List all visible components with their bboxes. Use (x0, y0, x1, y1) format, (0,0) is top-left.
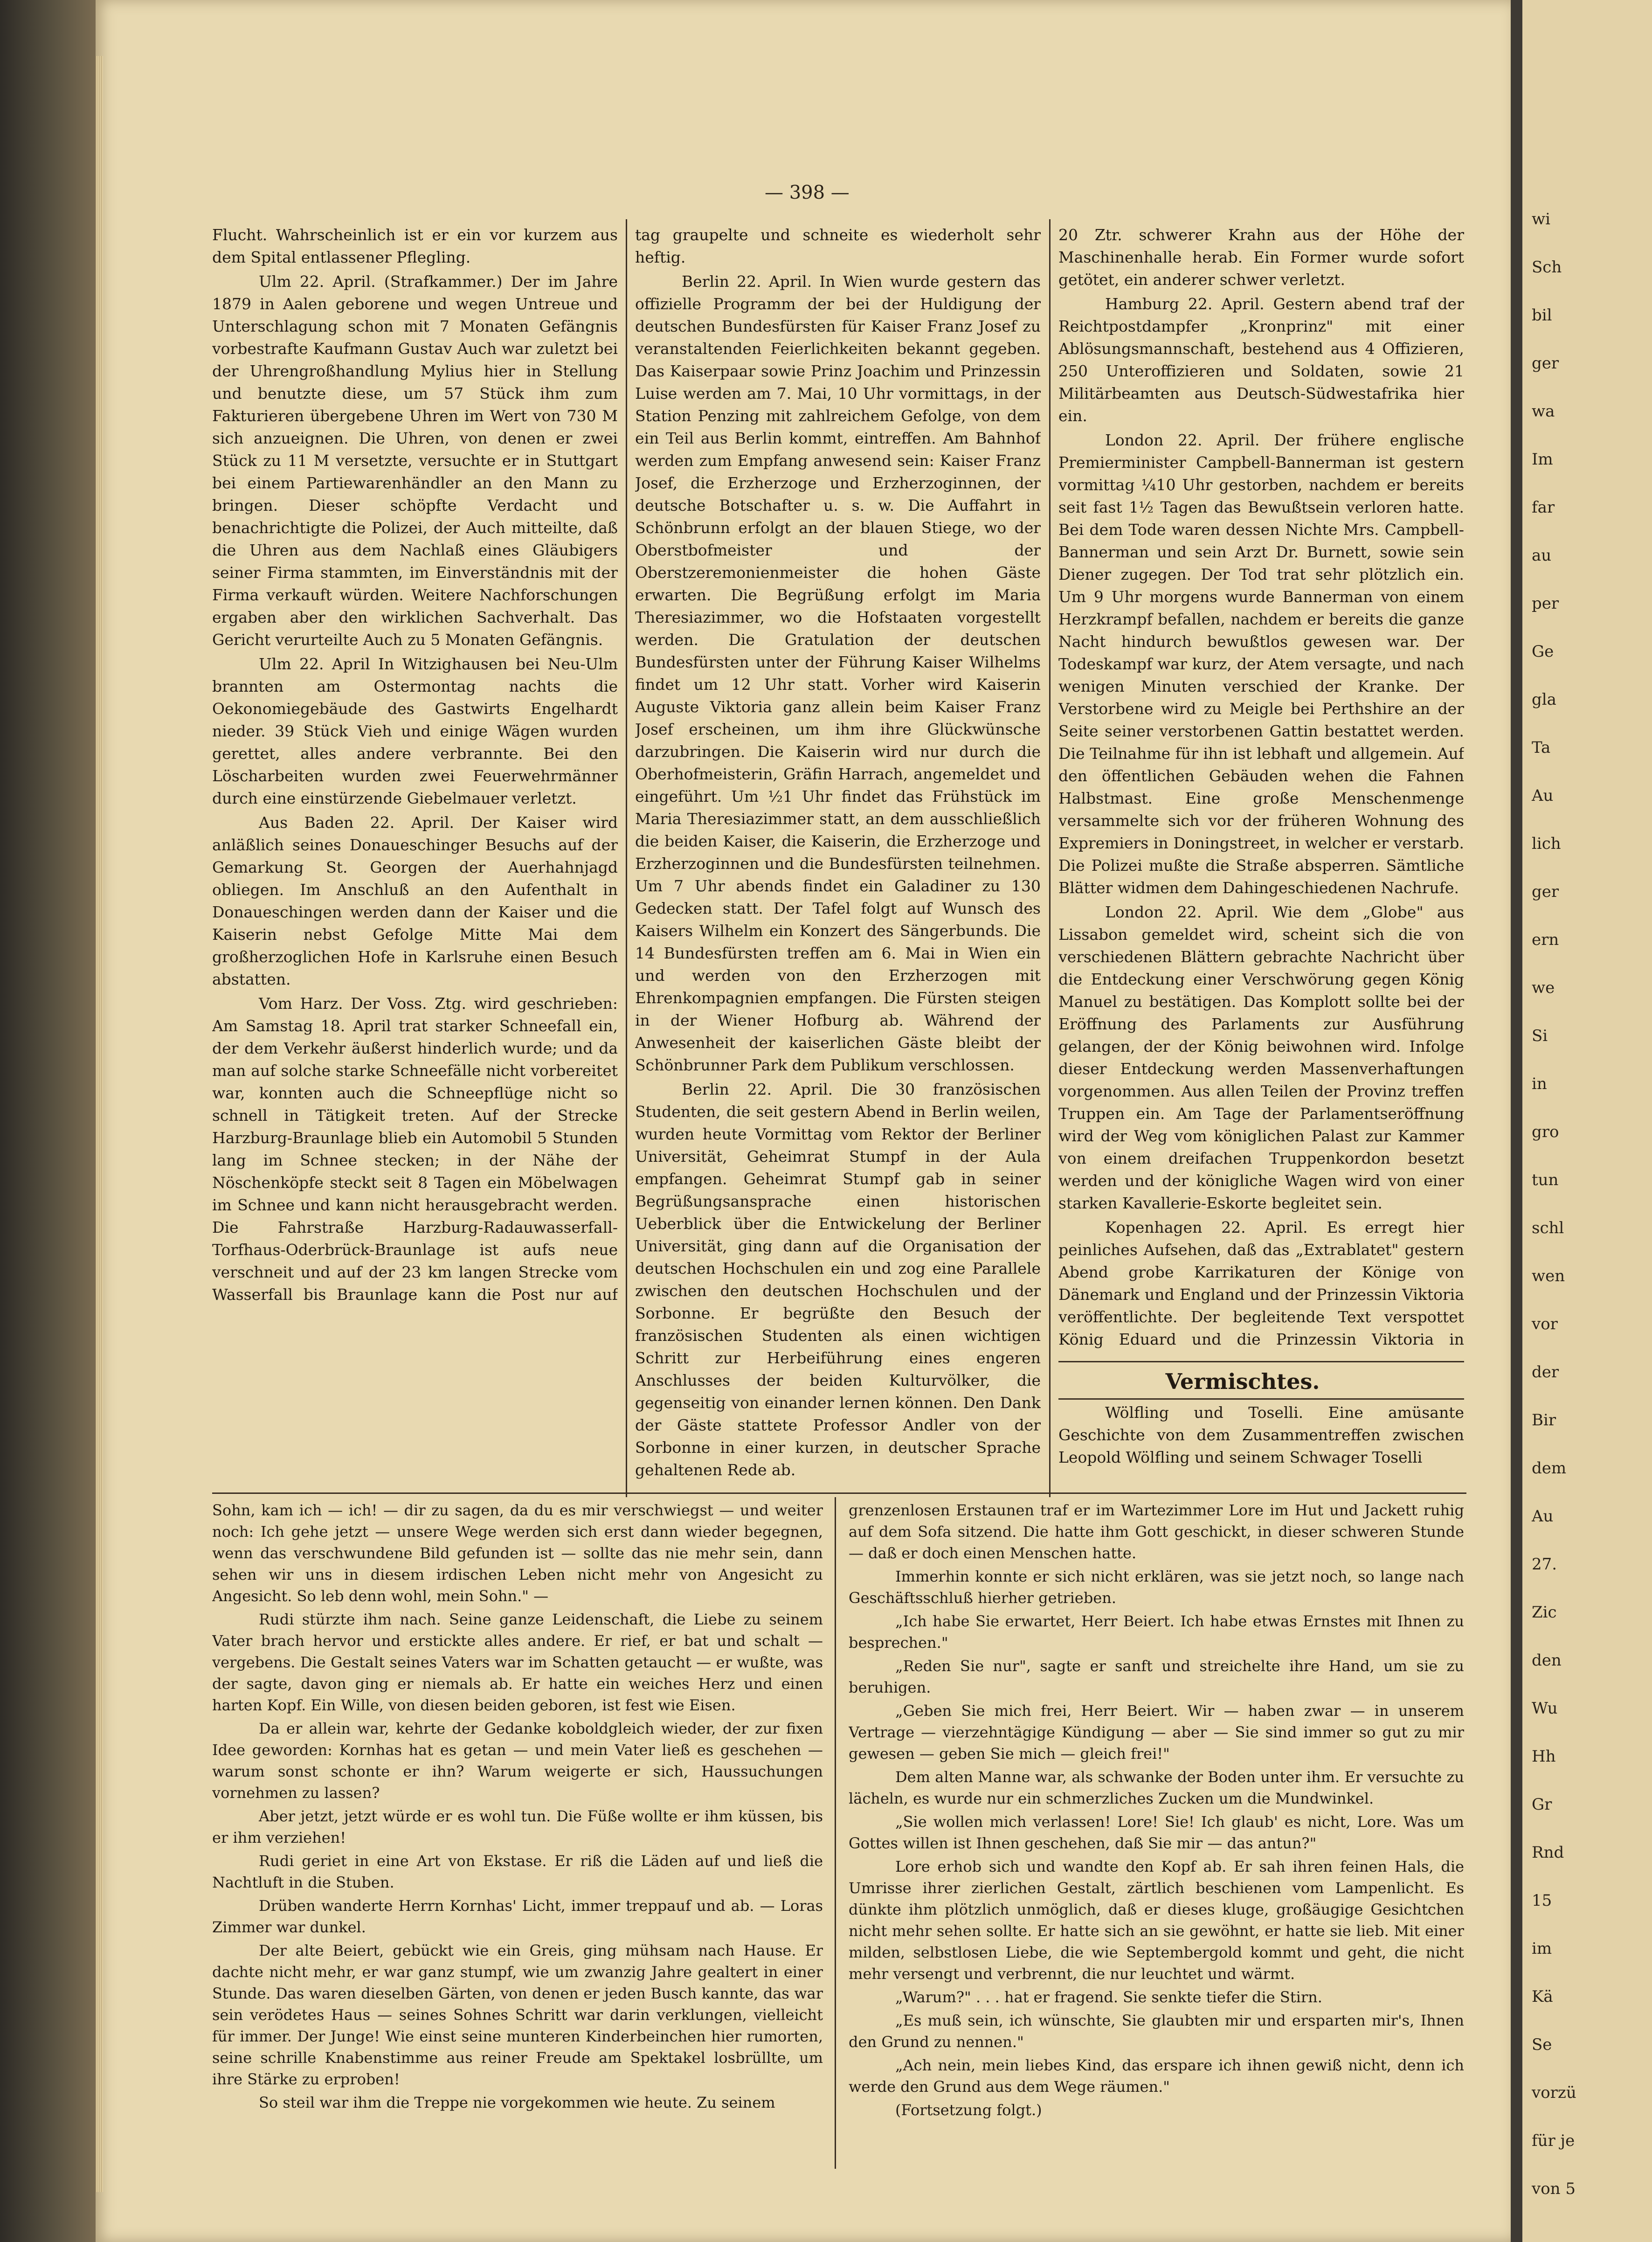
article-paragraph: Rudi geriet in eine Art von Ekstase. Er riß die Läden auf und ließ die Nachtluft in die Stuben. (212, 1852, 823, 1891)
article-paragraph: Berlin 22. April. In Wien wurde gestern das offizielle Programm der bei der Huldigung der deutschen Bundesfürsten für Kaiser Franz Josef zu veranstaltenden Feierlichkeiten bekannt gegeben. Das Kaiserpaar sowie Prinz Joachim und Prinzessin Luise werden am 7. Mai, 10 Uhr vormittags, in der Station Penzing mit zahlreichem Gefolge, von dem ein Teil aus Berlin kommt, eintreffen. Am Bahnhof werden zum Empfang anwesend sein: Kaiser Franz Josef, die Erzherzoge und Erzherzoginnen, der deutsche Botschafter u. s. w. Die Auffahrt in Schönbrunn erfolgt an der blauen Stiege, wo der Oberstbofmeister und der Oberstzeremonienmeister die hohen Gäste erwarten. Die Begrüßung erfolgt im Maria Theresiazimmer, wo die Hofstaaten vorgestellt werden. Die Gratulation der deutschen Bundesfürsten unter der Führung Kaiser Wilhelms findet um 12 Uhr statt. Vorher wird Kaiserin Auguste Viktoria ganz allein beim Kaiser Franz Josef erscheinen, um ihm ihre Glückwünsche darzubringen. Die Kaiserin wird nur durch die Oberhofmeisterin, Gräfin Harrach, angemeldet und eingeführt. Um ½1 Uhr findet das Frühstück im Maria Theresiazimmer statt, an dem ausschließlich die beiden Kaiser, die Kaiserin, die Erzherzoge und Erzherzoginnen und die Bundesfürsten teilnehmen. Um 7 Uhr abends findet ein Galadiner zu 130 Gedecken statt. Der Tafel folgt auf Wunsch des Kaisers Wilhelm ein Konzert des Sängerbunds. Die 14 Bundesfürsten treffen am 6. Mai in Wien ein und werden von den Erzherzogen mit Ehrenkompagnien empfangen. Die Fürsten steigen in der Wiener Hofburg ab. Während der Anwesenheit der kaiserlichen Gäste bleibt der Schönbrunner Park dem Publikum verschlossen. (635, 272, 1041, 1074)
article-paragraph: Hamburg 22. April. Gestern abend traf der Reichtpostdampfer „Kronprinz" mit einer Ablösungsmannschaft, bestehend aus 4 Offizieren, 250 Unteroffizieren und Soldaten, sowie 21 Militärbeamten aus Deutsch-Südwestafrika hier ein. (1058, 295, 1464, 425)
feuilleton-left (212, 1499, 823, 2162)
fragment-text: der (1532, 1363, 1559, 1381)
fragment-text: Gr (1532, 1795, 1552, 1814)
news-column-1 (212, 224, 618, 1306)
column-rule (626, 219, 627, 1497)
fragment-text: wa (1532, 402, 1555, 421)
fragment-text: ern (1532, 930, 1559, 949)
fragment-text: 15 (1532, 1891, 1552, 1910)
fragment-text: Au (1532, 786, 1554, 805)
fragment-text: Bir (1532, 1411, 1556, 1430)
fragment-text: in (1532, 1075, 1547, 1093)
article-paragraph: Sohn, kam ich — ich! — dir zu sagen, da du es mir verschwiegst — und weiter noch: Ich gehe jetzt — unsere Wege werden sich erst dann wieder begegnen, wenn das verschwundene Bild gefunden ist — sollte das nie mehr sein, dann sehen wir uns in diesem irdischen Leben nicht mehr von Angesicht zu Angesicht. So leb denn wohl, mein Sohn." — (212, 1501, 823, 1605)
fragment-text: den (1532, 1651, 1562, 1670)
article-paragraph: Vom Harz. Der Voss. Ztg. wird geschrieben: Am Samstag 18. April trat starker Schneefall ein, der dem Verkehr äußerst hinderlich wurde; und da man auf solche starke Schneefälle nicht vorbereitet war, konnten auch die Schneepflüge nicht so schnell in Tätigkeit treten. Auf der Strecke Harzburg-Braunlage blieb ein Automobil 5 Stunden lang im Schnee stecken; in der Nähe der Nöschenköpfe steckt seit 8 Tagen ein Möbelwagen im Schnee und kann nicht herausgebracht werden. Die Fahrstraße Harzburg-Radauwasserfall-Torfhaus-Oderbrück-Braunlage ist aufs neue verschneit und auf der 23 km langen Strecke vom Wasserfall bis Braunlage kann die Post nur auf (212, 994, 618, 1304)
fragment-text: im (1532, 1939, 1552, 1958)
fragment-text: Zic (1532, 1603, 1557, 1622)
fragment-text: Rnd (1532, 1843, 1564, 1862)
article-paragraph: Rudi stürzte ihm nach. Seine ganze Leidenschaft, die Liebe zu seinem Vater brach hervor und erstickte alles andere. Er rief, er bat und schalt — vergebens. Die Gestalt seines Vaters war im Schatten getaucht — er wußte, was der sagte, davon ging er niemals ab. Er hatte ein weiches Herz und einen harten Kopf. Ein Wille, von diesen beiden geboren, ist fest wie Eisen. (212, 1610, 823, 1714)
fragment-text: Wu (1532, 1699, 1558, 1718)
article-paragraph: Berlin 22. April. Die 30 französischen Studenten, die seit gestern Abend in Berlin weilen, wurden heute Vormittag vom Rektor der Berliner Universität, Geheimrat Stumpf in der Aula empfangen. Geheimrat Stumpf gab in seiner Begrüßungsansprache einen historischen Ueberblick über die Entwickelung der Berliner Universität, ging dann auf die Organisation der deutschen Hochschulen ein und zog eine Parallele zwischen den deutschen Hochschulen und der Sorbonne. Er begrüßte den Besuch der französischen Studenten als einen wichtigen Schritt zur Herbeiführung eines engeren Anschlusses der beiden Kulturvölker, die gegenseitig von einander lernen können. Den Dank der Gäste stattete Professor Andler von der Sorbonne in einer kurzen, in deutscher Sprache gehaltenen Rede ab. (635, 1080, 1041, 1479)
fragment-text: dem (1532, 1459, 1567, 1478)
fragment-text: Kä (1532, 1987, 1553, 2006)
article-paragraph: Aber jetzt, jetzt würde er es wohl tun. Die Füße wollte er ihm küssen, bis er ihm verziehen! (212, 1807, 823, 1846)
vermischtes-heading: Vermischtes. (1165, 1369, 1320, 1394)
column-rule (1049, 219, 1051, 1497)
fragment-text: wi (1532, 210, 1550, 229)
article-paragraph: Flucht. Wahrscheinlich ist er ein vor kurzem aus dem Spital entlassener Pflegling. (212, 226, 618, 266)
article-paragraph: grenzenlosen Erstaunen traf er im Wartezimmer Lore im Hut und Jackett ruhig auf dem Sofa sitzend. Die hatte ihm Gott geschickt, in dieser schweren Stunde — daß er doch einen Menschen hatte. (849, 1501, 1464, 1562)
article-paragraph: London 22. April. Der frühere englische Premierminister Campbell-Bannerman ist gestern vormittag ¼10 Uhr gestorben, nachdem er bereits seit fast 1½ Tagen das Bewußtsein verloren hatte. Bei dem Tode waren dessen Nichte Mrs. Campbell-Bannerman und sein Arzt Dr. Burnett, sowie sein Diener zugegen. Der Tod trat sehr plötzlich ein. Um 9 Uhr morgens wurde Bannerman von einem Herzkrampf befallen, nachdem er bereits die ganze Nacht hindurch bewußtlos gewesen war. Der Todeskampf war kurz, der Atem versagte, und nach wenigen Minuten verschied der Kranke. Der Verstorbene wird zu Meigle bei Perthshire an der Seite seiner verstorbenen Gattin bestattet werden. Die Teilnahme für ihn ist lebhaft und allgemein. Auf den öffentlichen Gebäuden wehen die Fahnen Halbstmast. Eine große Menschenmenge versammelte sich vor der früheren Wohnung des Expremiers in Doningstreet, in welcher er verstarb. Die Polizei mußte die Straße absperren. Sämtliche Blätter widmen dem Dahingeschiedenen Nachrufe. (1058, 431, 1464, 897)
page-edges (96, 56, 103, 2192)
article-paragraph: Der alte Beiert, gebückt wie ein Greis, ging mühsam nach Hause. Er dachte nicht mehr, er war ganz stumpf, wie um zwanzig Jahre gealtert in einer Stunde. Das waren dieselben Gärten, von denen er jeden Busch kannte, das war sein verödetes Haus — seines Sohnes Schritt war darin verklungen, vielleicht für immer. Der Junge! Wie einst seine munteren Kinderbeinchen hier rumorten, seine schrille Knabenstimme aus reiner Freude am Spektakel losbrüllte, um ihre Stärke zu erproben! (212, 1942, 823, 2088)
news-column-3 (1058, 224, 1464, 1353)
article-paragraph: „Ich habe Sie erwartet, Herr Beiert. Ich habe etwas Ernstes mit Ihnen zu besprechen." (849, 1612, 1464, 1652)
article-paragraph: (Fortsetzung folgt.) (895, 2101, 1042, 2119)
fragment-text: lich (1532, 834, 1561, 853)
article-paragraph: „Sie wollen mich verlassen! Lore! Sie! Ich glaub' es nicht, Lore. Was um Gottes willen ist Ihnen geschehen, daß Sie mir — das antun?" (849, 1813, 1464, 1852)
article-paragraph: Kopenhagen 22. April. Es erregt hier peinliches Aufsehen, daß das „Extrablatet" gestern Abend grobe Karrikaturen der Könige von Dänemark und England und der Prinzessin Viktoria veröffentlichte. Der begleitende Text verspottet König Eduard und die Prinzessin Viktoria in (1058, 1218, 1464, 1348)
fragment-text: schl (1532, 1219, 1564, 1237)
article-paragraph: tag graupelte und schneite es wiederholt sehr heftig. (635, 226, 1041, 266)
article-paragraph: Ulm 22. April In Witzighausen bei Neu-Ulm brannten am Ostermontag nachts die Oekonomiegebäude des Gastwirts Engelhardt nieder. 39 Stück Vieh und einige Wägen wurden gerettet, alles andere verbrannte. Bei den Löscharbeiten wurden zwei Feuerwehrmänner durch eine einstürzende Giebelmauer verletzt. (212, 655, 618, 807)
fragment-text: 27. (1532, 1555, 1557, 1574)
fragment-text: Ta (1532, 738, 1551, 757)
news-column-2 (635, 224, 1041, 1483)
fragment-text: ger (1532, 354, 1559, 373)
article-paragraph: Aus Baden 22. April. Der Kaiser wird anläßlich seines Donaueschinger Besuchs auf der Gemarkung St. Georgen der Auerhahnjagd obliegen. Im Anschluß an den Aufenthalt in Donaueschingen werden dann der Kaiser und die Kaiserin nebst Gefolge Mitte Mai dem großherzoglichen Hofe in Karlsruhe einen Besuch abstatten. (212, 813, 618, 988)
article-paragraph: „Reden Sie nur", sagte er sanft und streichelte ihre Hand, um sie zu beruhigen. (849, 1657, 1464, 1696)
fragment-text: bil (1532, 306, 1552, 325)
article-paragraph: „Es muß sein, ich wünschte, Sie glaubten mir und ersparten mir's, Ihnen den Grund zu nennen." (849, 2012, 1464, 2051)
article-paragraph: So steil war ihm die Treppe nie vorgekommen wie heute. Zu seinem (259, 2094, 775, 2111)
fragment-text: vor (1532, 1315, 1558, 1333)
fragment-text: Sch (1532, 258, 1562, 277)
article-paragraph: „Warum?" . . . hat er fragend. Sie senkte tiefer die Stirn. (895, 1988, 1322, 2006)
fragment-text: gla (1532, 690, 1556, 709)
adjacent-page-fragment (1522, 0, 1652, 2242)
article-paragraph: Lore erhob sich und wandte den Kopf ab. Er sah ihren feinen Hals, die Umrisse ihrer zierlichen Gestalt, zärtlich beschienen vom Lampenlicht. Es dünkte ihm plötzlich unmöglich, daß er dieses kluge, großäugige Gesichtchen nicht mehr sehen sollte. Er hatte sich an sie gewöhnt, er hatte sie lieb. Mit einer milden, selbstlosen Liebe, die wie Septembergold kommt und geht, die nicht mehr versengt und verbrennt, die nur leuchtet und wärmt. (849, 1858, 1464, 1983)
page-number: — 398 — (765, 182, 850, 203)
fragment-text: für je (1532, 2131, 1575, 2150)
fragment-text: gro (1532, 1123, 1559, 1141)
fragment-text: Ge (1532, 642, 1554, 661)
fragment-text: Hh (1532, 1747, 1556, 1766)
article-paragraph: „Geben Sie mich frei, Herr Beiert. Wir — haben zwar — in unserem Vertrage — vierzehntägige Kündigung — aber — Sie sind immer so gut zu mir gewesen — geben Sie mich — gleich frei!" (849, 1702, 1464, 1763)
column-rule (835, 1497, 836, 2169)
fragment-text: vorzü (1532, 2083, 1576, 2102)
article-paragraph: London 22. April. Wie dem „Globe" aus Lissabon gemeldet wird, scheint sich die von verschiedenen Blättern gebrachte Nachricht über die Entdeckung einer Verschwörung gegen König Manuel zu bestätigen. Das Komplott sollte bei der Eröffnung des Parlaments zur Ausführung gelangen, der der König beiwohnen wird. Infolge dieser Entdeckung werden Massenverhaftungen vorgenommen. Aus allen Teilen der Provinz treffen Truppen ein. Am Tage der Parlamentseröffnung wird der Weg vom königlichen Palast zur Kammer von einem dreifachen Truppenkordon besetzt werden und der königliche Wagen wird von einer starken Kavallerie-Eskorte begleitet sein. (1058, 903, 1464, 1212)
article-paragraph: Dem alten Manne war, als schwanke der Boden unter ihm. Er versuchte zu lächeln, es wurde nur ein schmerzliches Zucken um die Mundwinkel. (849, 1768, 1464, 1807)
article-paragraph: Da er allein war, kehrte der Gedanke koboldgleich wieder, der zur fixen Idee geworden: Kornhas hat es getan — und mein Vater ließ es geschehen — warum sonst schonte er ihn? Warum weigerte er sich, Haussuchungen vornehmen zu lassen? (212, 1720, 823, 1802)
fragment-text: Se (1532, 2035, 1552, 2054)
section-rule (1058, 1361, 1464, 1362)
fragment-text: von 5 (1532, 2180, 1576, 2198)
article-paragraph: Drüben wanderte Herrn Kornhas' Licht, immer treppauf und ab. — Loras Zimmer war dunkel. (212, 1897, 823, 1936)
fragment-text: per (1532, 594, 1559, 613)
book-spine (0, 0, 96, 2242)
article-paragraph: „Ach nein, mein liebes Kind, das erspare ich ihnen gewiß nicht, denn ich werde den Grund aus dem Wege räumen." (849, 2056, 1464, 2096)
fragment-text: wen (1532, 1267, 1565, 1285)
article-paragraph: Ulm 22. April. (Strafkammer.) Der im Jahre 1879 in Aalen geborene und wegen Untreue und Unterschlagung schon mit 7 Monaten Gefängnis vorbestrafte Kaufmann Gustav Auch war zuletzt bei der Uhrengroßhandlung Mylius hier in Stellung und benutzte diese, um 57 Stück ihm zum Fakturieren übergebene Uhren im Wert von 730 M sich anzueignen. Die Uhren, von denen er zwei Stück zu 11 M versetzte, versuchte er in Stuttgart bei einem Partiewarenhändler an den Mann zu bringen. Dieser schöpfte Verdacht und benachrichtigte die Polizei, der Auch mitteilte, daß die Uhren aus dem Nachlaß eines Gläubigers seiner Firma stammten, im Einverständnis mit der Firma verkauft würden. Weitere Nachforschungen ergaben aber den wirklichen Sachverhalt. Das Gericht verurteilte Auch zu 5 Monaten Gefängnis. (212, 272, 618, 649)
article-paragraph: Immerhin konnte er sich nicht erklären, was sie jetzt noch, so lange nach Geschäftsschluß hierher getrieben. (849, 1568, 1464, 1607)
fragment-text: tun (1532, 1171, 1559, 1189)
fragment-text: far (1532, 498, 1555, 517)
article-paragraph: 20 Ztr. schwerer Krahn aus der Höhe der Maschinenhalle herab. Ein Former wurde sofort getötet, ein anderer schwer verletzt. (1058, 226, 1464, 289)
feuilleton-right (849, 1499, 1464, 2162)
fragment-text: au (1532, 546, 1552, 565)
fragment-text: Au (1532, 1507, 1554, 1526)
vermischtes-text: Wölfling und Toselli. Eine amüsante Geschichte von dem Zusammentreffen zwischen Leopold Wölfling und seinem Schwager Toselli (1058, 1403, 1464, 1466)
fragment-text: ger (1532, 882, 1559, 901)
fragment-text: Im (1532, 450, 1553, 469)
feuilleton-rule (212, 1492, 1466, 1494)
section-rule (1058, 1398, 1464, 1400)
fragment-text: Si (1532, 1027, 1548, 1045)
fragment-text: we (1532, 979, 1555, 997)
